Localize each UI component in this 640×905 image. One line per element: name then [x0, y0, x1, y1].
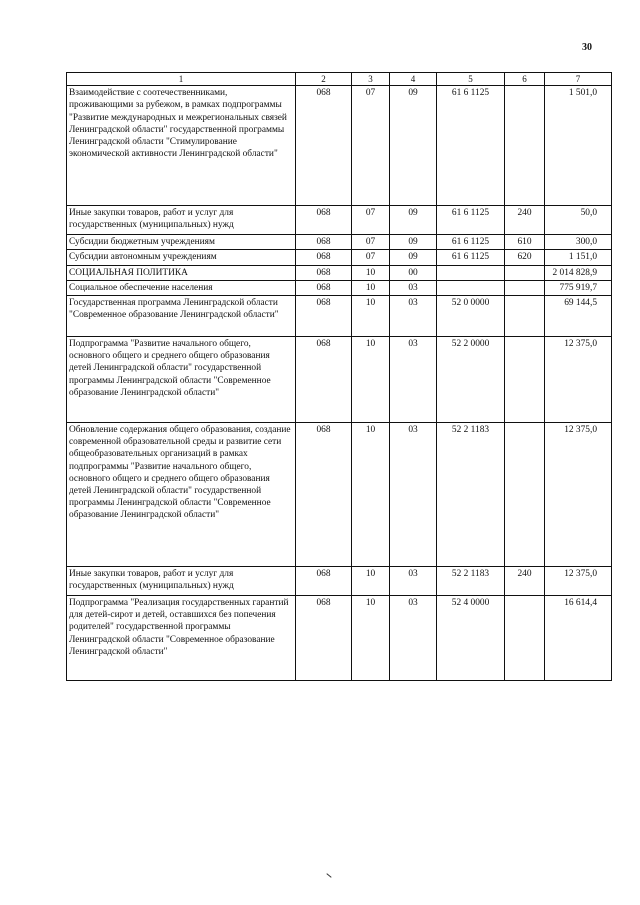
- section-code-cell: 07: [352, 86, 390, 206]
- expense-type-cell: [505, 423, 545, 567]
- subsection-code-cell: 09: [390, 206, 437, 235]
- expense-type-cell: 610: [505, 235, 545, 250]
- row-name-cell: Социальное обеспечение населения: [67, 280, 296, 295]
- target-article-cell: 52 0 0000: [437, 296, 505, 337]
- table-row: [67, 296, 612, 337]
- row-name-cell: СОЦИАЛЬНАЯ ПОЛИТИКА: [67, 265, 296, 280]
- target-article-cell: 61 6 1125: [437, 86, 505, 206]
- section-code-cell: 10: [352, 265, 390, 280]
- ministry-code-cell: 068: [296, 567, 352, 596]
- header-cell: 4: [390, 73, 437, 86]
- expense-type-cell: [505, 280, 545, 295]
- table-row: [67, 280, 612, 295]
- section-code-cell: 10: [352, 280, 390, 295]
- header-cell: 3: [352, 73, 390, 86]
- ministry-code-cell: 068: [296, 596, 352, 681]
- sum-cell: 50,0: [545, 206, 612, 235]
- row-name-cell: Субсидии автономным учреждениям: [67, 250, 296, 265]
- sum-cell: 1 501,0: [545, 86, 612, 206]
- subsection-code-cell: 09: [390, 235, 437, 250]
- table-row: [67, 423, 612, 567]
- sum-cell: 2 014 828,9: [545, 265, 612, 280]
- sum-cell: 12 375,0: [545, 567, 612, 596]
- header-cell: 2: [296, 73, 352, 86]
- header-cell: 7: [545, 73, 612, 86]
- subsection-code-cell: 09: [390, 86, 437, 206]
- table-row: [67, 86, 612, 206]
- sum-cell: 12 375,0: [545, 423, 612, 567]
- expense-type-cell: 620: [505, 250, 545, 265]
- section-code-cell: 10: [352, 596, 390, 681]
- section-code-cell: 07: [352, 206, 390, 235]
- target-article-cell: 52 2 1183: [437, 567, 505, 596]
- header-cell: 5: [437, 73, 505, 86]
- sum-cell: 12 375,0: [545, 337, 612, 423]
- expense-type-cell: 240: [505, 567, 545, 596]
- header-row: [67, 73, 612, 86]
- ministry-code-cell: 068: [296, 206, 352, 235]
- table-row: [67, 250, 612, 265]
- budget-table: [66, 72, 612, 681]
- expense-type-cell: [505, 86, 545, 206]
- row-name-cell: Подпрограмма "Реализация государственных гарантий для детей-сирот и детей, оставшихся без попечения родителей" государственной программы Ленинградской области "Современное образование Ленинградской области": [67, 596, 296, 681]
- ministry-code-cell: 068: [296, 337, 352, 423]
- ministry-code-cell: 068: [296, 423, 352, 567]
- subsection-code-cell: 03: [390, 296, 437, 337]
- row-name-cell: Подпрограмма "Развитие начального общего, основного общего и среднего общего образования детей Ленинградской области" государственной программы Ленинградской области "Современное образование Ленинградской области": [67, 337, 296, 423]
- table-row: [67, 235, 612, 250]
- section-code-cell: 10: [352, 423, 390, 567]
- stray-mark: [326, 873, 331, 878]
- ministry-code-cell: 068: [296, 86, 352, 206]
- ministry-code-cell: 068: [296, 265, 352, 280]
- expense-type-cell: [505, 596, 545, 681]
- sum-cell: 300,0: [545, 235, 612, 250]
- subsection-code-cell: 00: [390, 265, 437, 280]
- section-code-cell: 10: [352, 337, 390, 423]
- expense-type-cell: 240: [505, 206, 545, 235]
- target-article-cell: 61 6 1125: [437, 250, 505, 265]
- subsection-code-cell: 03: [390, 280, 437, 295]
- row-name-cell: Взаимодействие с соотечественниками, проживающими за рубежом, в рамках подпрограммы "Развитие международных и межрегиональных связей Ленинградской области" государственной программы Ленинградской области "Стимулирование экономической активности Ленинградской области": [67, 86, 296, 206]
- section-code-cell: 10: [352, 296, 390, 337]
- table-row: [67, 265, 612, 280]
- expense-type-cell: [505, 265, 545, 280]
- subsection-code-cell: 03: [390, 596, 437, 681]
- header-cell: 6: [505, 73, 545, 86]
- row-name-cell: Субсидии бюджетным учреждениям: [67, 235, 296, 250]
- table-row: [67, 206, 612, 235]
- target-article-cell: 61 6 1125: [437, 206, 505, 235]
- sum-cell: 69 144,5: [545, 296, 612, 337]
- target-article-cell: [437, 280, 505, 295]
- table-row: [67, 337, 612, 423]
- target-article-cell: [437, 265, 505, 280]
- row-name-cell: Иные закупки товаров, работ и услуг для государственных (муниципальных) нужд: [67, 567, 296, 596]
- table-row: [67, 596, 612, 681]
- section-code-cell: 10: [352, 567, 390, 596]
- subsection-code-cell: 03: [390, 567, 437, 596]
- expense-type-cell: [505, 296, 545, 337]
- section-code-cell: 07: [352, 235, 390, 250]
- ministry-code-cell: 068: [296, 250, 352, 265]
- page-number: 30: [582, 42, 592, 53]
- sum-cell: 1 151,0: [545, 250, 612, 265]
- table-row: [67, 567, 612, 596]
- sum-cell: 775 919,7: [545, 280, 612, 295]
- ministry-code-cell: 068: [296, 296, 352, 337]
- target-article-cell: 52 2 0000: [437, 337, 505, 423]
- expense-type-cell: [505, 337, 545, 423]
- section-code-cell: 07: [352, 250, 390, 265]
- subsection-code-cell: 09: [390, 250, 437, 265]
- header-cell: 1: [67, 73, 296, 86]
- ministry-code-cell: 068: [296, 280, 352, 295]
- subsection-code-cell: 03: [390, 337, 437, 423]
- target-article-cell: 52 4 0000: [437, 596, 505, 681]
- row-name-cell: Государственная программа Ленинградской области "Современное образование Ленинградской области": [67, 296, 296, 337]
- target-article-cell: 61 6 1125: [437, 235, 505, 250]
- ministry-code-cell: 068: [296, 235, 352, 250]
- row-name-cell: Обновление содержания общего образования, создание современной образовательной среды и развитие сети общеобразовательных организаций в рамках подпрограммы "Развитие начального общего, основного общего и среднего общего образования детей Ленинградской области" государственной программы Ленинградской области "Современное образование Ленинградской области": [67, 423, 296, 567]
- subsection-code-cell: 03: [390, 423, 437, 567]
- target-article-cell: 52 2 1183: [437, 423, 505, 567]
- row-name-cell: Иные закупки товаров, работ и услуг для государственных (муниципальных) нужд: [67, 206, 296, 235]
- sum-cell: 16 614,4: [545, 596, 612, 681]
